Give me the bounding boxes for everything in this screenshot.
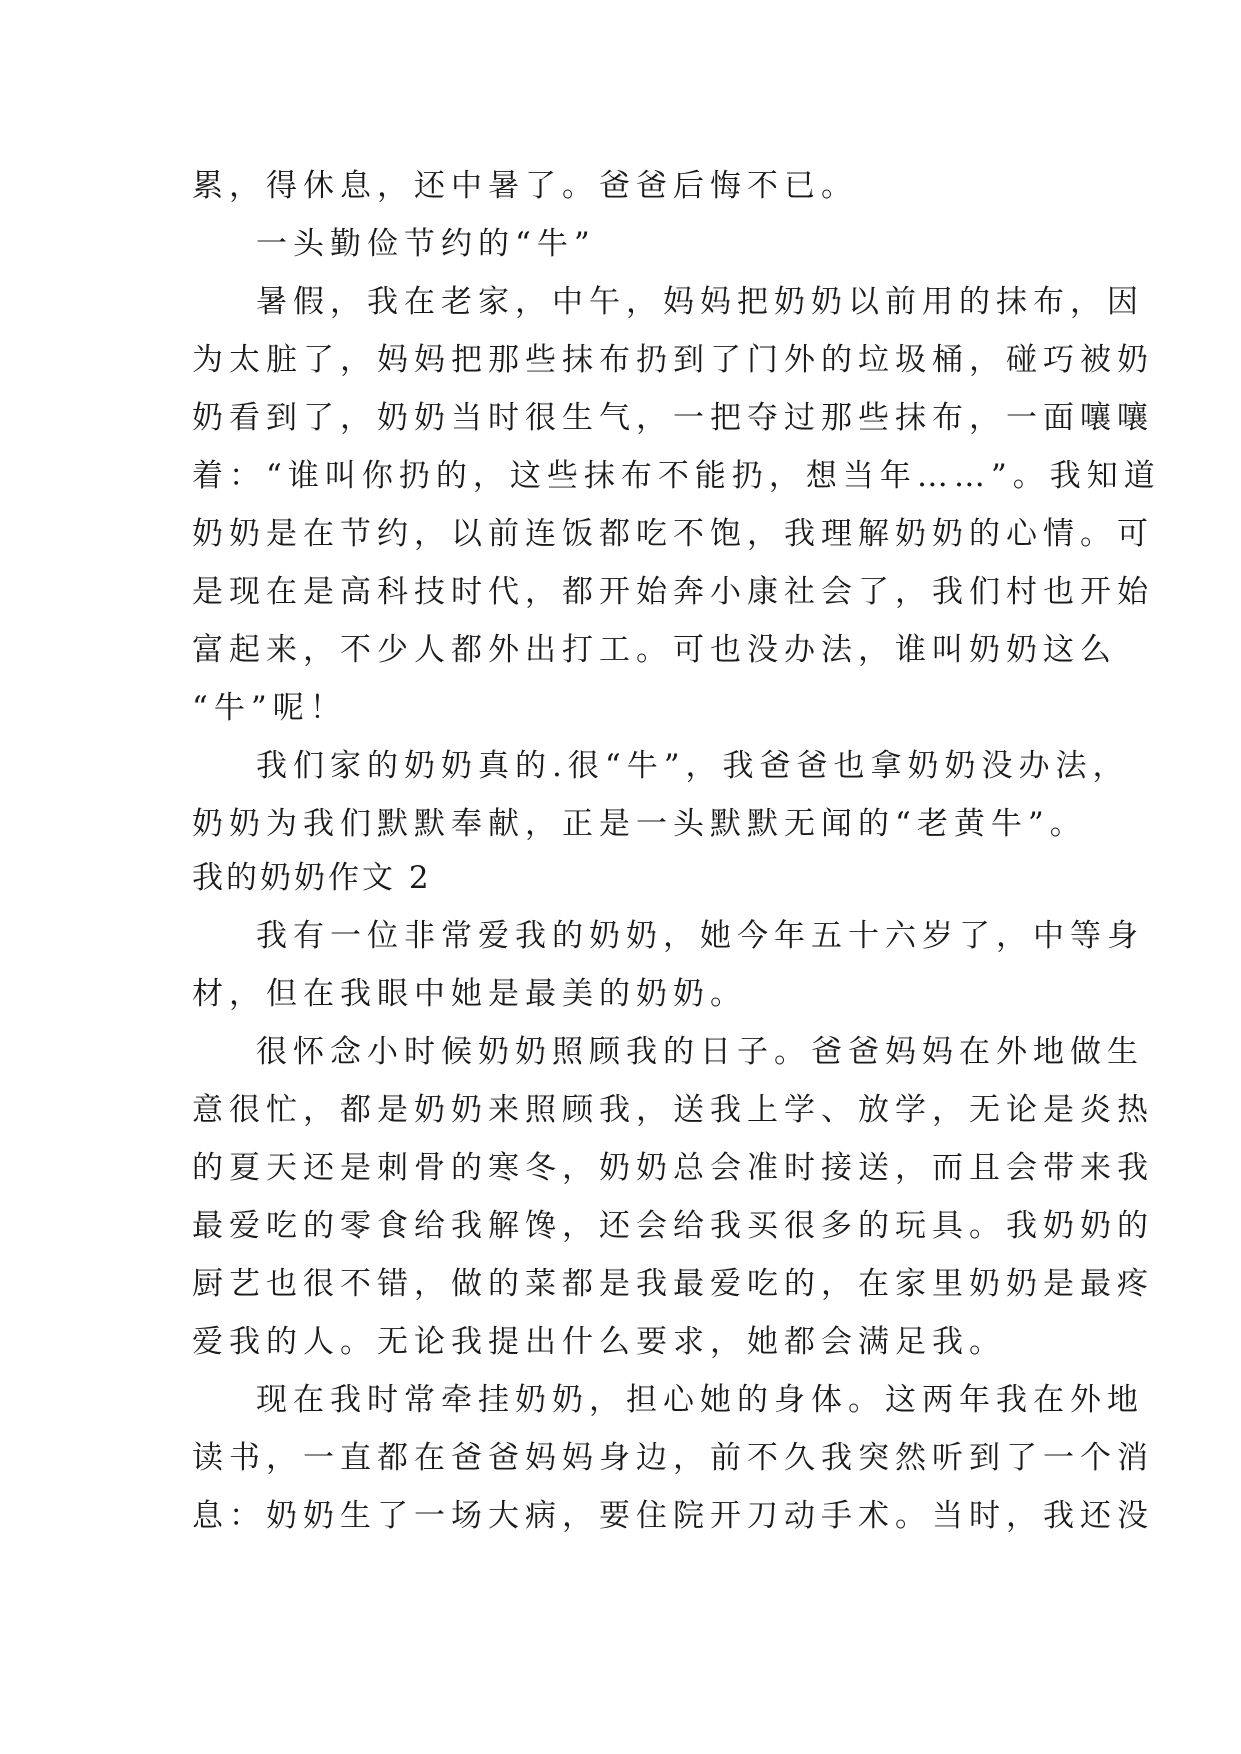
text-line-12: 奶奶为我们默默奉献，正是一头默默无闻的“老黄牛”。 [192, 806, 1087, 842]
text-line-24: 息：奶奶生了一场大病，要住院开刀动手术。当时，我还没 [192, 1498, 1154, 1534]
text-line-4: 为太脏了，妈妈把那些抹布扔到了门外的垃圾桶，碰巧被奶 [192, 342, 1154, 378]
section-heading-niu: 一头勤俭节约的“牛” [256, 226, 596, 262]
text-line-19: 最爱吃的零食给我解馋，还会给我买很多的玩具。我奶奶的 [192, 1208, 1154, 1244]
text-line-3: 暑假，我在老家，中午，妈妈把奶奶以前用的抹布，因 [256, 284, 1144, 320]
essay-title-2: 我的奶奶作文 2 [192, 860, 432, 896]
text-line-11: 我们家的奶奶真的.很“牛”，我爸爸也拿奶奶没办法， [256, 748, 1130, 784]
text-line-14: 我有一位非常爱我的奶奶，她今年五十六岁了，中等身 [256, 918, 1144, 954]
text-line-20: 厨艺也很不错，做的菜都是我最爱吃的，在家里奶奶是最疼 [192, 1266, 1154, 1302]
text-line-5: 奶看到了，奶奶当时很生气，一把夺过那些抹布，一面嚷嚷 [192, 400, 1154, 436]
text-line-22: 现在我时常牵挂奶奶，担心她的身体。这两年我在外地 [256, 1382, 1144, 1418]
text-line-23: 读书，一直都在爸爸妈妈身边，前不久我突然听到了一个消 [192, 1440, 1154, 1476]
text-line-8: 是现在是高科技时代，都开始奔小康社会了，我们村也开始 [192, 574, 1154, 610]
text-line-7: 奶奶是在节约，以前连饭都吃不饱，我理解奶奶的心情。可 [192, 516, 1154, 552]
text-line-6: 着：“谁叫你扔的，这些抹布不能扔，想当年……”。我知道 [192, 458, 1161, 494]
text-line-17: 意很忙，都是奶奶来照顾我，送我上学、放学，无论是炎热 [192, 1092, 1154, 1128]
text-line-15: 材，但在我眼中她是最美的奶奶。 [192, 976, 747, 1012]
text-line-9: 富起来，不少人都外出打工。可也没办法，谁叫奶奶这么 [192, 632, 1117, 668]
text-line-1: 累，得休息，还中暑了。爸爸后悔不已。 [192, 168, 858, 204]
text-line-10: “牛”呢！ [192, 690, 347, 726]
text-line-16: 很怀念小时候奶奶照顾我的日子。爸爸妈妈在外地做生 [256, 1034, 1144, 1070]
text-line-18: 的夏天还是刺骨的寒冬，奶奶总会准时接送，而且会带来我 [192, 1150, 1154, 1186]
text-line-21: 爱我的人。无论我提出什么要求，她都会满足我。 [192, 1324, 1006, 1360]
